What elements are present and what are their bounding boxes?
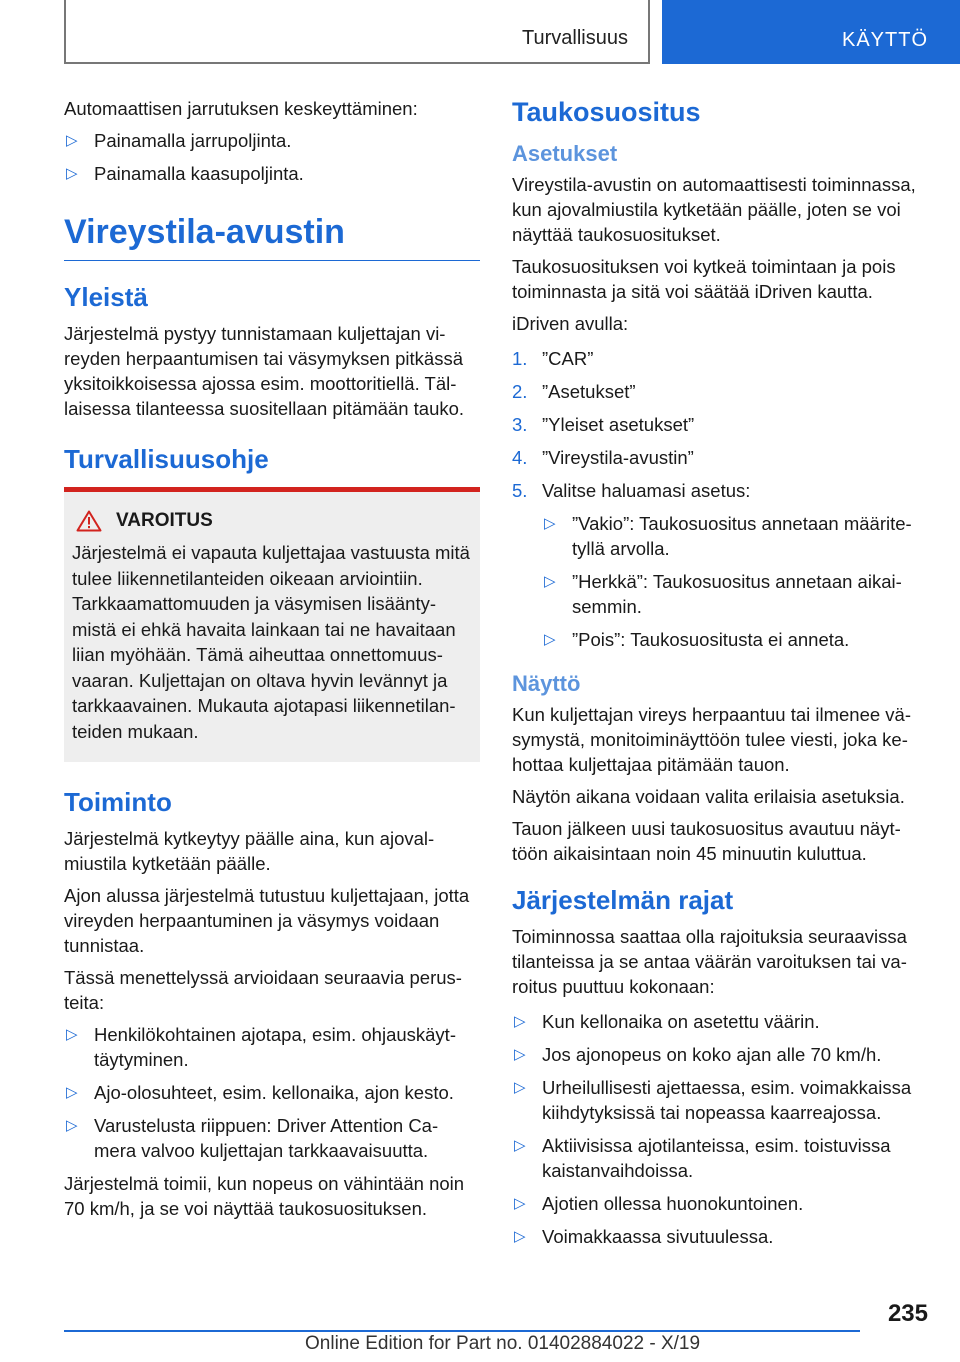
page-header [0, 0, 960, 66]
triangle-bullet-icon: ▷ [514, 1079, 526, 1096]
left-column [64, 96, 480, 1228]
limits-paragraph: Toiminnossa saattaa olla rajoituksia seuraavissa tilanteissa ja se antaa väärän varoituksen tai va-roitus puuttuu kokonaan: [512, 926, 907, 997]
warning-box [64, 487, 480, 762]
list-item: ▷ Ajotien ollessa huonokuntoinen. [514, 1193, 804, 1214]
safety-heading: Turvallisuusohje [64, 444, 269, 474]
list-item: ▷ Jos ajonopeus on koko ajan alle 70 km/h. [514, 1044, 882, 1065]
warning-text: Järjestelmä ei vapauta kuljettajaa vastuusta mitä tulee liikennetilanteiden oikeaan arviointiin. Tarkkaamattomuuden ja väsymisen lisäänty-mistä ei ehkä havaita lainkaan tai ne havaitaan liian myöhään. Tämä aiheuttaa onnettomuus-vaaran. Kuljettajan on oltava hyvin levännyt ja tarkkaavainen. Mukauta ajotapasi liikennetilan-teiden mukaan. [72, 542, 470, 742]
triangle-bullet-icon: ▷ [514, 1137, 526, 1154]
settings-paragraph: Taukosuosituksen voi kytkeä toimintaan ja pois toiminnasta ja sitä voi säätää iDriven kautta. [512, 256, 896, 302]
list-item: ▷ Aktiivisissa ajotilanteissa, esim. toistuvissa kaistanvaihdoissa. [514, 1135, 891, 1181]
section-title: Taukosuositus [512, 97, 701, 127]
footer-edition: Online Edition for Part no. 01402884022 - X/19 [305, 1333, 701, 1354]
header-section-box [64, 0, 650, 64]
intro-text: Automaattisen jarrutuksen keskeyttäminen: [64, 98, 418, 119]
page-number: 235 [887, 1300, 928, 1327]
settings-steps [512, 346, 928, 652]
function-paragraph: Tässä menettelyssä arvioidaan seuraavia perus-teita: [64, 967, 462, 1013]
triangle-bullet-icon: ▷ [66, 165, 78, 182]
triangle-bullet-icon: ▷ [66, 132, 78, 149]
intro-list [64, 128, 480, 186]
general-heading: Yleistä [64, 282, 148, 312]
limits-list [512, 1009, 928, 1249]
list-item: ▷ ”Pois”: Taukosuositusta ei anneta. [544, 629, 850, 650]
warning-header [72, 510, 472, 532]
triangle-bullet-icon: ▷ [514, 1228, 526, 1245]
list-item: ▷ ”Herkkä”: Taukosuositus annetaan aikai-semmin. [544, 571, 902, 617]
display-heading: Näyttö [512, 671, 581, 696]
function-paragraph: Järjestelmä toimii, kun nopeus on vähintään noin 70 km/h, ja se voi näyttää taukosuosituksen. [64, 1173, 465, 1219]
chapter-title: Vireystila-avustin [64, 212, 480, 261]
right-column [512, 96, 928, 1257]
setting-options-list [542, 511, 928, 652]
step-item: 4. ”Vireystila-avustin” [512, 447, 694, 468]
triangle-bullet-icon: ▷ [544, 573, 556, 590]
list-item: ▷ Ajo-olosuhteet, esim. kellonaika, ajon kesto. [66, 1082, 454, 1103]
header-chapter-tab [662, 0, 960, 64]
header-section-title: Turvallisuus [522, 27, 628, 49]
list-item: ▷ ”Vakio”: Taukosuositus annetaan määrite-tyllä arvolla. [544, 513, 912, 559]
settings-paragraph: Vireystila-avustin on automaattisesti toiminnassa, kun ajovalmiustila kytketään päälle, joten se voi näyttää taukosuositukset. [512, 174, 916, 245]
display-paragraph: Kun kuljettajan vireys herpaantuu tai ilmenee vä-symystä, monitoiminäyttöön tulee viesti, joka ke-hottaa kuljettajaa pitämään tauon. [512, 704, 912, 775]
general-text: Järjestelmä pystyy tunnistamaan kuljettajan vi-reyden herpaantumisen tai väsymyksen pitkässä yksitoikkoisessa ajossa esim. moottoritiellä. Täl-laisessa tilanteessa suositellaan pitämään tauko. [64, 323, 465, 419]
step-item: 5. Valitse haluamasi asetus: ▷ ”Vakio”: Taukosuositus annetaan määrite-tyllä arvolla. ▷ ”Herkkä”: Taukosuositus annetaan aikai-semmin. ▷ ”Pois”: Taukosuositusta ei anneta. [512, 478, 928, 652]
step-item: 2. ”Asetukset” [512, 381, 636, 402]
display-paragraph: Tauon jälkeen uusi taukosuositus avautuu näyt-töön aikaisintaan noin 45 minuutin kuluttua. [512, 818, 901, 864]
list-item: ▷ Henkilökohtainen ajotapa, esim. ohjauskäyt-täytyminen. [66, 1024, 456, 1070]
triangle-bullet-icon: ▷ [66, 1026, 78, 1043]
list-item: ▷ Painamalla kaasupoljinta. [66, 163, 304, 184]
warning-triangle-icon [76, 510, 102, 532]
triangle-bullet-icon: ▷ [514, 1013, 526, 1030]
triangle-bullet-icon: ▷ [544, 515, 556, 532]
function-paragraph: Järjestelmä kytkeytyy päälle aina, kun ajoval-miustila kytketään päälle. [64, 828, 435, 874]
function-paragraph: Ajon alussa järjestelmä tutustuu kuljettajaan, jotta vireyden herpaantuminen ja väsymys voidaan tunnistaa. [64, 885, 470, 956]
triangle-bullet-icon: ▷ [544, 631, 556, 648]
list-item: ▷ Voimakkaassa sivutuulessa. [514, 1226, 774, 1247]
settings-heading: Asetukset [512, 141, 618, 166]
header-chapter-title: KÄYTTÖ [841, 29, 928, 51]
step-item: 3. ”Yleiset asetukset” [512, 414, 695, 435]
display-paragraph: Näytön aikana voidaan valita erilaisia asetuksia. [512, 786, 905, 807]
triangle-bullet-icon: ▷ [66, 1084, 78, 1101]
triangle-bullet-icon: ▷ [514, 1195, 526, 1212]
limits-heading: Järjestelmän rajat [512, 885, 734, 915]
list-item: ▷ Urheilullisesti ajettaessa, esim. voimakkaissa kiihdytyksissä tai nopeassa kaarreajossa. [514, 1077, 912, 1123]
list-item: ▷ Kun kellonaika on asetettu väärin. [514, 1011, 820, 1032]
step-item: 1. ”CAR” [512, 348, 594, 369]
triangle-bullet-icon: ▷ [514, 1046, 526, 1063]
footer-divider [64, 1330, 860, 1332]
warning-title: VAROITUS [116, 510, 213, 531]
list-item: ▷ Painamalla jarrupoljinta. [66, 130, 292, 151]
list-item: ▷ Varustelusta riippuen: Driver Attention Ca-mera valvoo kuljettajan tarkkaavaisuutta. [66, 1115, 439, 1161]
function-criteria-list [64, 1022, 480, 1163]
settings-paragraph: iDriven avulla: [512, 313, 629, 334]
triangle-bullet-icon: ▷ [66, 1117, 78, 1134]
function-heading: Toiminto [64, 787, 172, 817]
